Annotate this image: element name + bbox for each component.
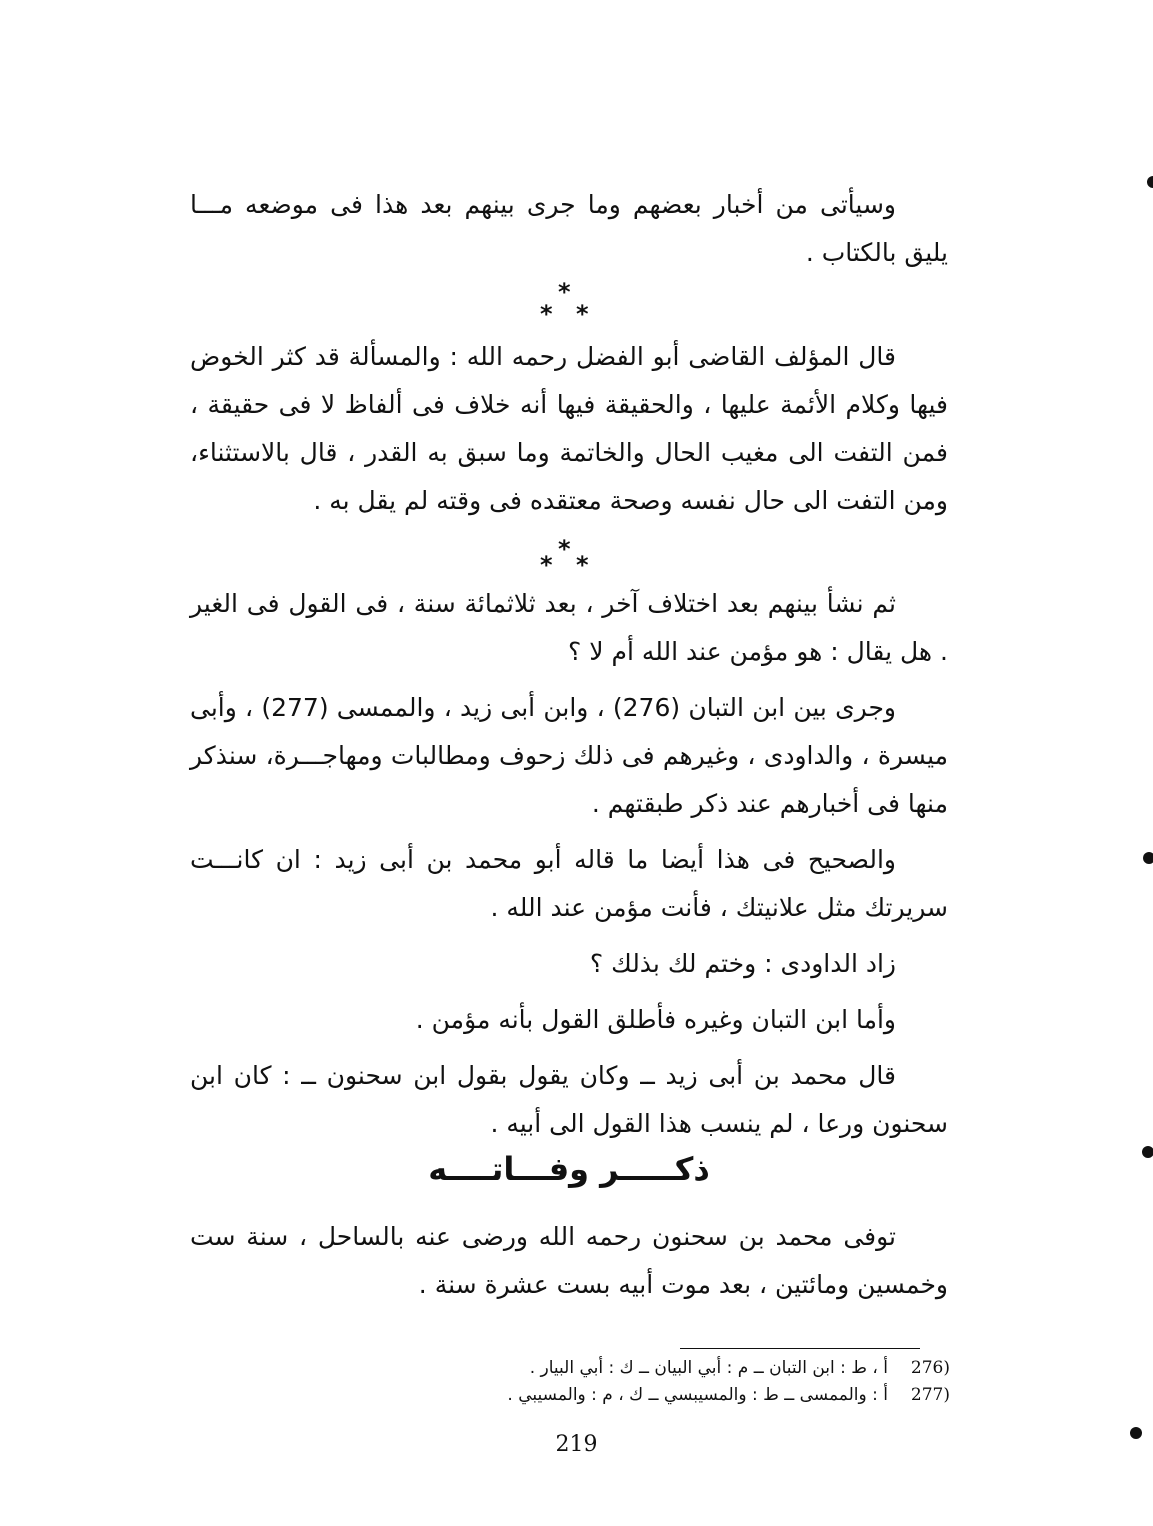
paragraph: وسيأتى من أخبار بعضهم وما جرى بينهم بعد هذا فى موضعه مـــا يليق بالكتاب .: [190, 190, 948, 267]
text-block-top: [190, 181, 948, 277]
paragraph: قال المؤلف القاضى أبو الفضل رحمه الله : والمسألة قد كثر الخوض فيها وكلام الأئمة عليها ، والحقيقة فيها أنه خلاف فى ألفاظ لا فى حقيقة ، فمن التفت الى مغيب الحال والخاتمة وما سبق به القدر ، قال بالاستثناء، ومن التفت الى حال نفسه وصحة معتقده فى وقته لم يقل به .: [190, 342, 948, 515]
binding-hole-mark: [1130, 1427, 1142, 1439]
footnote: [360, 1382, 950, 1409]
text-block-main: [190, 580, 948, 1148]
star-mark: *: [558, 535, 571, 563]
section-divider-stars: [530, 535, 610, 585]
section-heading: ذكـــــر وفـــاتــــه: [428, 1150, 710, 1188]
paragraph: والصحيح فى هذا أيضا ما قاله أبو محمد بن أبى زيد : ان كانـــت سريرتك مثل علانيتك ، فأنت مؤمن عند الله .: [190, 845, 948, 922]
paragraph: توفى محمد بن سحنون رحمه الله ورضى عنه بالساحل ، سنة ست وخمسين ومائتين ، بعد موت أبيه بست عشرة سنة .: [190, 1222, 948, 1299]
footnote-text: أ : والممسى ــ ط : والمسيبسي ــ ك ، م : والمسيبي .: [507, 1385, 888, 1405]
footnotes: [360, 1355, 950, 1409]
paragraph: زاد الداودى : وختم لك بذلك ؟: [589, 949, 896, 978]
binding-hole-mark: [1142, 1146, 1153, 1158]
star-mark: *: [558, 278, 571, 306]
footnote-separator: [680, 1348, 920, 1349]
star-mark: *: [540, 551, 553, 579]
binding-hole-mark: [1147, 176, 1153, 188]
footnote: [360, 1355, 950, 1382]
footnote-text: أ ، ط : ابن التبان ــ م : أبي البيان ــ ك : أبي البيار .: [529, 1358, 888, 1378]
page-number: 219: [555, 1432, 598, 1457]
text-block-end: [190, 1213, 948, 1309]
paragraph: ثم نشأ بينهم بعد اختلاف آخر ، بعد ثلاثمائة سنة ، فى القول فى الغير . هل يقال : هو مؤمن عند الله أم لا ؟: [190, 589, 948, 666]
star-mark: *: [576, 551, 589, 579]
section-divider-stars: [530, 278, 610, 328]
footnote-number: 276): [910, 1358, 950, 1378]
star-mark: *: [576, 300, 589, 328]
footnote-number: 277): [910, 1385, 950, 1405]
paragraph: قال محمد بن أبى زيد ــ وكان يقول بقول ابن سحنون ــ : كان ابن سحنون ورعا ، لم ينسب هذا القول الى أبيه .: [190, 1061, 948, 1138]
text-block-middle: [190, 333, 948, 525]
star-mark: *: [540, 300, 553, 328]
binding-hole-mark: [1143, 852, 1153, 864]
paragraph: وأما ابن التبان وغيره فأطلق القول بأنه مؤمن .: [415, 1005, 896, 1034]
paragraph: وجرى بين ابن التبان (276) ، وابن أبى زيد ، والممسى (277) ، وأبى ميسرة ، والداودى ، وغيرهم فى ذلك زحوف ومطالبات ومهاجـــرة، سنذكر منها فى أخبارهم عند ذكر طبقتهم .: [190, 693, 948, 818]
